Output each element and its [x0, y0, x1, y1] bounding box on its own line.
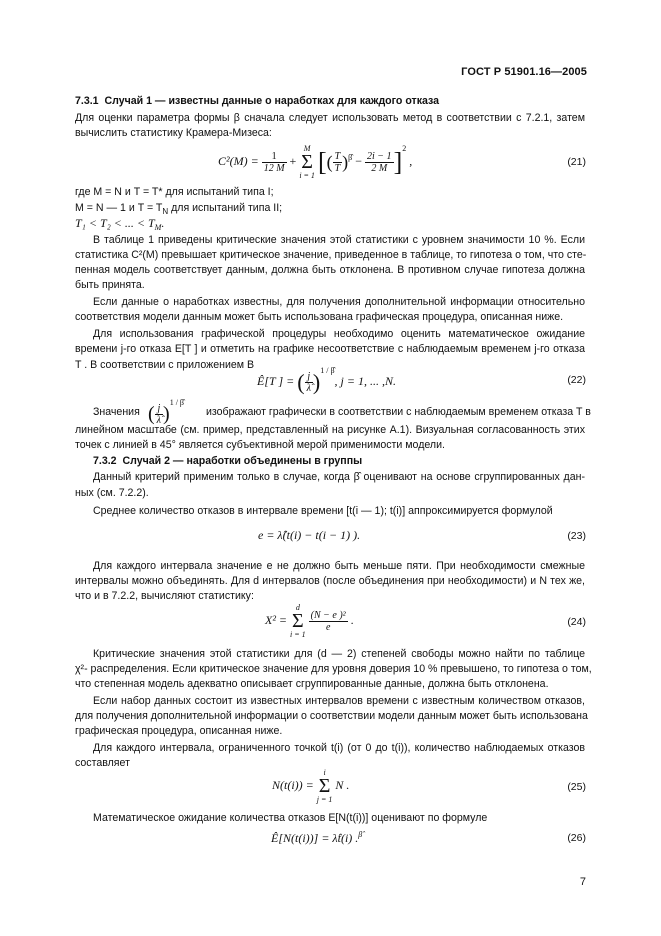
denominator: λ̂: [306, 382, 311, 394]
equation-tail: , j = 1, ... ,N.: [334, 374, 396, 388]
numerator: T: [334, 150, 341, 162]
paragraph-line: статистика C²(M) превышает критическое значение, приведенное в таблице, то гипотеза о том, что сте-: [75, 249, 587, 261]
fraction: [262, 151, 287, 174]
where-text: для испытаний типа II;: [168, 202, 283, 214]
fraction: [365, 151, 394, 174]
paragraph-line: [93, 406, 140, 419]
sum-upper: i: [323, 768, 326, 777]
fraction: [305, 371, 313, 394]
exponent: β̂: [358, 830, 363, 839]
paragraph-line: составляет: [75, 757, 130, 769]
paragraph-line: Математическое ожидание количества отказов E[N(t(i))] оценивают по формуле: [93, 812, 488, 824]
numerator: (N − e )²: [310, 609, 346, 621]
denominator: 12 M: [263, 162, 285, 174]
equation-24: X² = d Σ i = 1 $\frac{\text{(N − e )²}}{e}$ .: [265, 603, 354, 639]
paragraph-line: интервалы можно объединять. Для d интервалов (после объединения при необходимости) и N тех же,: [75, 575, 585, 587]
fraction: [155, 403, 163, 426]
paragraph-text: Значения: [93, 406, 140, 418]
equation-lhs: C²(M) =: [218, 154, 259, 168]
equation-25: [272, 768, 349, 804]
sum-symbol: M Σ i = 1: [299, 144, 315, 181]
paragraph-line: В таблице 1 приведены критические значения этой статистики с уровнем значимости 10 %. Если: [93, 234, 585, 246]
equation-number: (23): [567, 530, 586, 542]
paragraph-line: точек с линией в 45° является субъективной мерой применимости модели.: [75, 439, 445, 451]
inline-fraction: ( $\frac{j}{\lambdâ}$ )$^{1 / \betâ}$: [148, 398, 184, 427]
sum-upper: M: [303, 144, 311, 154]
paragraph-line: что степенная модель адекватно описывает сгруппированные данные, должна быть отклонена.: [75, 678, 549, 690]
paragraph-line: Для каждого интервала значение e не должно быть меньше пяти. При необходимости смежные: [93, 560, 585, 572]
numerator: 1: [262, 151, 287, 163]
equation-lhs: N(t(i)) =: [272, 777, 314, 792]
section-title: Случай 1 — известны данные о наработках для каждого отказа: [104, 95, 440, 107]
equation-22: Ê[T ] = ( $\frac{j}{\lambdâ}$ )$^{1 / \betâ}$, j = 1, ... ,N.: [257, 366, 396, 395]
paragraph-line: Для оценки параметра формы β сначала следует использовать метод в соответствии с 7.2.1, затем: [75, 112, 585, 124]
sum-upper: d: [295, 603, 300, 612]
section-number: 7.3.1: [75, 95, 99, 107]
equation-number: (21): [567, 156, 586, 168]
paragraph-line: Критические значения этой статистики для (d — 2) степеней свободы можно найти по таблице: [93, 648, 585, 660]
paragraph-line: что и в 7.2.2, вычисляют статистику:: [75, 590, 254, 602]
exponent: 1 / β̂: [320, 366, 335, 375]
numerator: 2i − 1: [367, 150, 392, 162]
numerator: j: [305, 371, 313, 383]
paragraph-line: Данный критерий применим только в случае, когда β̂ оценивают на основе сгруппированных дан-: [93, 471, 585, 483]
paragraph-line: изображают графически в соответствии с наблюдаемым временем отказа T в: [206, 406, 591, 418]
paragraph-line: пенная модель соответствует данным, должна быть отклонена. В противном случае гипотеза должна: [75, 264, 585, 276]
paragraph-line: графическая процедура, описанная ниже.: [75, 725, 283, 737]
section-title: Случай 2 — наработки объединены в группы: [122, 455, 363, 467]
denominator: e: [325, 621, 331, 633]
denominator: λ̂: [156, 415, 162, 427]
page-number: 7: [579, 876, 586, 888]
paragraph-line: χ²- распределения. Если критическое значение для уровня доверия 10 % превышено, то гипотеза о том,: [75, 663, 592, 675]
paragraph-line: Для каждого интервала, ограниченного точкой t(i) (от 0 до t(i)), количество наблюдаемых отказов: [93, 742, 585, 754]
section-heading-732: [93, 455, 362, 468]
where-text: M = N — 1 и T = T: [75, 202, 163, 214]
equation-number: (26): [567, 832, 586, 844]
fraction: [333, 151, 343, 174]
equation-26: [271, 830, 362, 846]
equation-lhs: Ê[T ] =: [257, 374, 295, 388]
where-text: T₁ < T₂ < ... < T: [75, 216, 155, 230]
sum-symbol: i Σ j = 1: [316, 768, 333, 804]
equation-number: (24): [567, 616, 586, 628]
numerator: j: [155, 403, 163, 415]
sum-lower: i = 1: [299, 171, 315, 181]
where-text: .: [161, 216, 165, 230]
equation-lhs: X² =: [265, 612, 288, 627]
paragraph-line: времени j-го отказа E[T ] и отметить на графике несоответствие с наблюдаемым временем j-го отказа: [75, 343, 585, 355]
equation-text: Ê[N(t(i))] = λ̂t(i) .: [271, 831, 359, 845]
sum-symbol: d Σ i = 1: [290, 603, 306, 639]
paragraph-line: Среднее количество отказов в интервале времени [t(i — 1); t(i)] аппроксимируется формулой: [93, 505, 553, 517]
section-number: 7.3.2: [93, 455, 117, 467]
paragraph-line: быть принята.: [75, 279, 145, 291]
paragraph-line: ных (см. 7.2.2).: [75, 487, 149, 499]
fraction: [309, 610, 348, 633]
subscript: M: [154, 223, 162, 232]
subscript: N: [162, 207, 169, 216]
exponent: 1 / β̂: [169, 398, 184, 407]
equation-23: e = λ̂(t(i) − t(i − 1) ).: [258, 528, 361, 542]
denominator: T: [334, 162, 341, 174]
where-line: [75, 217, 164, 234]
paragraph-line: линейном масштабе (см. пример, представленный на рисунке А.1). Визуальная согласованность этих: [75, 424, 585, 436]
section-heading-731: [75, 95, 439, 108]
equation-number: (22): [567, 374, 586, 386]
paragraph-line: вычислить статистику Крамера-Мизеса:: [75, 127, 272, 139]
exponent: β̂: [348, 153, 353, 162]
paragraph-line: соответствия модели данным может быть использована графическая процедура, описанная ниже.: [75, 311, 564, 323]
paragraph-line: для получения дополнительной информации о соответствии модели данным может быть использована: [75, 710, 588, 722]
paragraph-line: Если набор данных состоит из известных интервалов времени с известным количеством отказов,: [93, 695, 585, 707]
equation-tail: N .: [335, 777, 350, 792]
exponent: 2: [402, 144, 407, 153]
where-line: где M = N и T = T* для испытаний типа I;: [75, 186, 274, 198]
equation-21: C²(M) = $\frac{1}{12 M}$ + M Σ i = 1 [( $\frac{T}{T}$ )$^{\betâ}$ − $\frac{2i - 1}{2 M}$ ]$^2$ ,: [218, 144, 413, 181]
standard-header: ГОСТ Р 51901.16—2005: [461, 66, 587, 78]
equation-number: (25): [567, 781, 586, 793]
paragraph-line: Для использования графической процедуры необходимо оценить математическое ожидание: [93, 328, 585, 340]
sum-lower: i = 1: [290, 630, 306, 639]
denominator: 2 M: [371, 162, 388, 174]
paragraph-line: Если данные о наработках известны, для получения дополнительной информации относительно: [93, 296, 585, 308]
sum-lower: j = 1: [316, 795, 333, 804]
paragraph-line: T . В соответствии с приложением В: [75, 359, 255, 371]
